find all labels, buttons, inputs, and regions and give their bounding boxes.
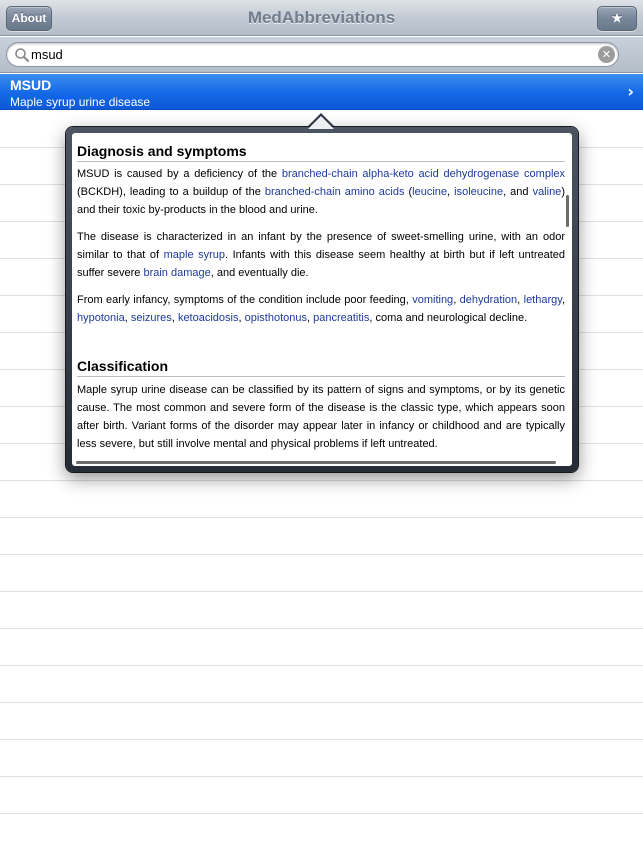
abbreviation-meaning: Maple syrup urine disease <box>10 95 151 109</box>
paragraph-text: , <box>453 294 460 306</box>
paragraph-text: , <box>238 312 245 324</box>
search-query: msud <box>31 47 63 62</box>
article-link[interactable]: leucine <box>412 186 448 198</box>
about-button[interactable]: About <box>6 6 52 31</box>
popover-content[interactable] <box>72 133 572 466</box>
paragraph-text: , <box>307 312 314 324</box>
paragraph <box>77 291 565 327</box>
paragraph-text: ( <box>404 186 413 198</box>
search-input[interactable] <box>6 42 619 67</box>
popover-arrow-inner <box>308 116 334 129</box>
search-icon <box>14 47 30 63</box>
section-heading: Diagnosis and symptoms <box>77 143 565 162</box>
article-link[interactable]: lethargy <box>523 294 562 306</box>
search-bar <box>0 37 643 73</box>
article-link[interactable]: seizures <box>130 312 172 324</box>
chevron-right-icon: › <box>627 82 634 101</box>
article-link[interactable]: vomiting <box>412 294 454 306</box>
row-separator <box>0 776 643 777</box>
section-heading: Classification <box>77 358 565 377</box>
article-link[interactable]: maple syrup <box>163 249 226 261</box>
row-separator <box>0 628 643 629</box>
paragraph-text: (BCKDH), leading to a buildup of the <box>77 186 265 198</box>
navigation-bar <box>0 0 643 36</box>
app-title: MedAbbreviations <box>247 8 396 27</box>
article-link[interactable]: isoleucine <box>454 186 504 198</box>
article-link[interactable]: valine <box>532 186 562 198</box>
row-separator <box>0 480 643 481</box>
article-link[interactable]: ketoacidosis <box>177 312 239 324</box>
paragraph-text: The disease is characterized in an infant by the presence of sweet-smelling urine, with an odor similar to that of <box>77 231 565 261</box>
paragraph-text: . Infants with this disease seem healthy at birth but if left untreated suffer severe <box>77 249 566 279</box>
row-separator <box>0 517 643 518</box>
row-separator <box>0 554 643 555</box>
paragraph-text: , <box>447 186 455 198</box>
paragraph-text: MSUD is caused by a deficiency of the <box>77 168 282 180</box>
paragraph-text: , <box>517 294 524 306</box>
article-link[interactable]: hypotonia <box>77 312 125 324</box>
list-item-selected[interactable] <box>0 74 643 110</box>
paragraph-text: , coma and neurological decline. <box>369 312 528 324</box>
row-separator <box>0 665 643 666</box>
article-link[interactable]: opisthotonus <box>244 312 307 324</box>
paragraph-text: From early infancy, symptoms of the condition include poor feeding, <box>77 294 413 306</box>
row-separator <box>0 702 643 703</box>
paragraph-text: , <box>124 312 131 324</box>
row-separator <box>0 591 643 592</box>
paragraph <box>77 381 565 453</box>
paragraph-text: Maple syrup urine disease can be classified by its pattern of signs and symptoms, or by its genetic cause. The most common and severe form of the disease is the classic type, which appears soon after birth. Variant forms of the disorder may appear later in infancy or childhood and are typically less severe, but still involve mental and physical problems if left untreated. <box>77 384 565 450</box>
abbreviation-title: MSUD <box>10 77 52 93</box>
row-separator <box>0 739 643 740</box>
paragraph-text: , <box>171 312 178 324</box>
row-separator <box>0 813 643 814</box>
article-link[interactable]: branched-chain amino acids <box>264 186 405 198</box>
paragraph-text: ) and their toxic by-products in the blood and urine. <box>77 186 565 216</box>
star-icon: ★ <box>611 11 623 25</box>
article-link[interactable]: brain damage <box>143 267 211 279</box>
definition-popover <box>66 127 578 472</box>
paragraph <box>77 228 565 282</box>
paragraph-text: , and eventually die. <box>210 267 309 279</box>
vertical-scrollbar[interactable] <box>566 195 569 227</box>
paragraph-text: , and <box>503 186 533 198</box>
horizontal-scrollbar[interactable] <box>76 461 556 464</box>
article-link[interactable]: pancreatitis <box>313 312 370 324</box>
favorites-button[interactable] <box>597 6 637 31</box>
paragraph-text: , <box>561 294 566 306</box>
paragraph <box>77 165 565 219</box>
article-link[interactable]: dehydration <box>459 294 518 306</box>
clear-icon[interactable]: ✕ <box>598 46 615 63</box>
article-link[interactable]: branched-chain alpha-keto acid dehydrogenase complex <box>281 168 566 180</box>
